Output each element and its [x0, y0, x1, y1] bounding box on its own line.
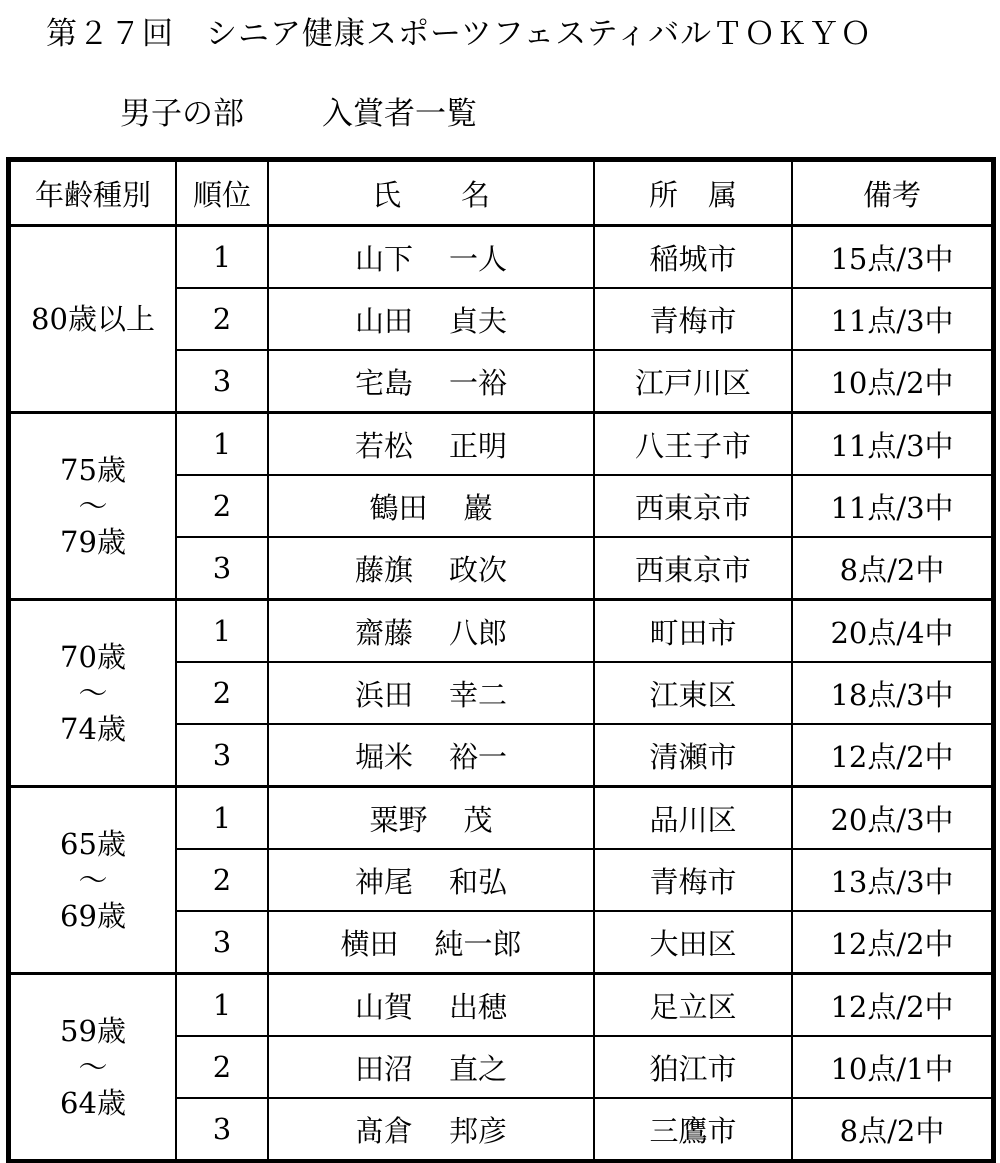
note-cell: 18点/3中	[792, 662, 992, 724]
given-name: 直之	[449, 1051, 508, 1086]
name-cell	[268, 288, 594, 350]
note-cell: 8点/2中	[792, 1098, 992, 1160]
note-cell: 20点/4中	[792, 600, 992, 663]
age-category-line: 79歳	[60, 525, 126, 559]
given-name: 裕一	[449, 739, 508, 774]
family-name: 浜田	[354, 677, 413, 712]
family-name: 神尾	[354, 864, 413, 899]
rank-cell: 2	[176, 1036, 268, 1098]
given-name: 八郎	[449, 615, 508, 650]
table-row	[10, 974, 992, 1037]
rank-cell: 1	[176, 787, 268, 850]
affiliation-cell: 品川区	[594, 787, 792, 850]
table-row	[10, 600, 992, 663]
given-name: 和弘	[449, 864, 508, 899]
name-cell	[268, 724, 594, 787]
affiliation-cell: 大田区	[594, 911, 792, 974]
age-category-line: ～	[78, 489, 108, 523]
given-name: 一人	[449, 241, 508, 276]
rank-cell: 2	[176, 849, 268, 911]
affiliation-cell: 町田市	[594, 600, 792, 663]
note-cell: 8点/2中	[792, 537, 992, 600]
header-name: 氏 名	[268, 161, 594, 226]
note-cell: 10点/1中	[792, 1036, 992, 1098]
results-body	[10, 226, 992, 1161]
age-category-cell	[10, 787, 176, 974]
table-row	[10, 787, 992, 850]
name-cell	[268, 1036, 594, 1098]
age-category-line: 75歳	[60, 453, 126, 487]
rank-cell: 3	[176, 724, 268, 787]
name-cell	[268, 787, 594, 850]
family-name: 山下	[354, 241, 413, 276]
affiliation-cell: 西東京市	[594, 537, 792, 600]
family-name: 鶴田	[369, 490, 428, 525]
age-category-cell	[10, 226, 176, 413]
list-heading: 入賞者一覧	[322, 96, 477, 132]
name-cell	[268, 600, 594, 663]
name-cell	[268, 1098, 594, 1160]
given-name: 巖	[463, 490, 493, 525]
given-name: 出穂	[449, 989, 508, 1024]
note-cell: 12点/2中	[792, 974, 992, 1037]
affiliation-cell: 青梅市	[594, 288, 792, 350]
note-cell: 11点/3中	[792, 288, 992, 350]
affiliation-cell: 稲城市	[594, 226, 792, 289]
rank-cell: 3	[176, 1098, 268, 1160]
name-cell	[268, 662, 594, 724]
document-title: 第２７回 シニア健康スポーツフェスティバルＴＯＫＹＯ	[46, 16, 873, 52]
family-name: 横田	[340, 926, 399, 961]
note-cell: 15点/3中	[792, 226, 992, 289]
age-category-line: 80歳以上	[31, 302, 155, 336]
given-name: 純一郎	[434, 926, 522, 961]
given-name: 政次	[449, 552, 508, 587]
affiliation-cell: 西東京市	[594, 475, 792, 537]
table-row	[10, 226, 992, 289]
header-rank: 順位	[176, 161, 268, 226]
age-category-line: 74歳	[60, 712, 126, 746]
affiliation-cell: 清瀬市	[594, 724, 792, 787]
rank-cell: 3	[176, 537, 268, 600]
age-category-cell	[10, 974, 176, 1161]
rank-cell: 2	[176, 288, 268, 350]
given-name: 邦彦	[449, 1113, 508, 1148]
affiliation-cell: 江戸川区	[594, 350, 792, 413]
given-name: 幸二	[449, 677, 508, 712]
results-table	[9, 160, 993, 1161]
affiliation-cell: 江東区	[594, 662, 792, 724]
age-category-line: 69歳	[60, 899, 126, 933]
rank-cell: 1	[176, 974, 268, 1037]
rank-cell: 3	[176, 350, 268, 413]
age-category-line: ～	[78, 1050, 108, 1084]
age-category-line: ～	[78, 676, 108, 710]
name-cell	[268, 911, 594, 974]
note-cell: 11点/3中	[792, 413, 992, 476]
note-cell: 11点/3中	[792, 475, 992, 537]
rank-cell: 1	[176, 413, 268, 476]
note-cell: 12点/2中	[792, 724, 992, 787]
note-cell: 12点/2中	[792, 911, 992, 974]
given-name: 貞夫	[449, 303, 508, 338]
age-category-line: 59歳	[60, 1014, 126, 1048]
affiliation-cell: 三鷹市	[594, 1098, 792, 1160]
name-cell	[268, 974, 594, 1037]
header-note: 備考	[792, 161, 992, 226]
rank-cell: 1	[176, 600, 268, 663]
header-affiliation: 所 属	[594, 161, 792, 226]
given-name: 一裕	[449, 365, 508, 400]
family-name: 粟野	[369, 802, 428, 837]
note-cell: 13点/3中	[792, 849, 992, 911]
name-cell	[268, 849, 594, 911]
header-age: 年齢種別	[10, 161, 176, 226]
age-category-line: 70歳	[60, 640, 126, 674]
document-subtitle	[120, 88, 477, 133]
affiliation-cell: 八王子市	[594, 413, 792, 476]
family-name: 田沼	[354, 1051, 413, 1086]
rank-cell: 2	[176, 475, 268, 537]
family-name: 若松	[354, 428, 413, 463]
family-name: 山賀	[354, 989, 413, 1024]
name-cell	[268, 537, 594, 600]
rank-cell: 2	[176, 662, 268, 724]
name-cell	[268, 226, 594, 289]
family-name: 宅島	[354, 365, 413, 400]
note-cell: 20点/3中	[792, 787, 992, 850]
age-category-line: ～	[78, 863, 108, 897]
name-cell	[268, 350, 594, 413]
family-name: 髙倉	[354, 1113, 413, 1148]
rank-cell: 1	[176, 226, 268, 289]
note-cell: 10点/2中	[792, 350, 992, 413]
affiliation-cell: 狛江市	[594, 1036, 792, 1098]
table-row	[10, 413, 992, 476]
family-name: 齋藤	[354, 615, 413, 650]
name-cell	[268, 475, 594, 537]
age-category-line: 65歳	[60, 827, 126, 861]
age-category-line: 64歳	[60, 1086, 126, 1120]
given-name: 正明	[449, 428, 508, 463]
age-category-cell	[10, 413, 176, 600]
name-cell	[268, 413, 594, 476]
affiliation-cell: 足立区	[594, 974, 792, 1037]
division-label: 男子の部	[120, 96, 244, 132]
rank-cell: 3	[176, 911, 268, 974]
age-category-cell	[10, 600, 176, 787]
affiliation-cell: 青梅市	[594, 849, 792, 911]
family-name: 藤旗	[354, 552, 413, 587]
family-name: 山田	[354, 303, 413, 338]
family-name: 堀米	[354, 739, 413, 774]
header-row	[10, 161, 992, 226]
given-name: 茂	[463, 802, 493, 837]
